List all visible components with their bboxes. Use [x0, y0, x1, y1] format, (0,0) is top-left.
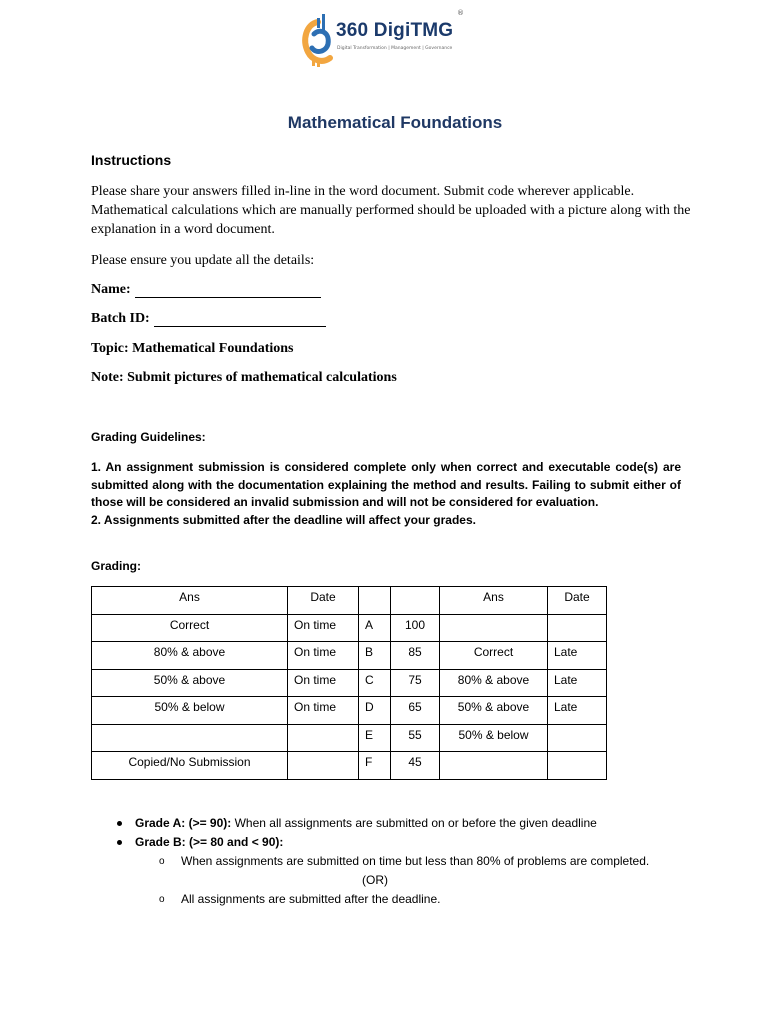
- table-cell: On time: [288, 642, 359, 670]
- table-cell: Correct: [440, 642, 548, 670]
- header-cell: [391, 587, 440, 615]
- table-cell: Late: [548, 642, 607, 670]
- guideline-item: 1. An assignment submission is considered complete only when correct and executable code(s) are submitted along with the documentation explaining the method and results. Failing to submit either of those will be considered an invalid submission and will not be considered for evaluation.: [91, 460, 681, 509]
- bullet-dot-icon: [117, 840, 122, 845]
- table-cell: 65: [391, 697, 440, 725]
- sub-list-item: [115, 890, 735, 909]
- header-cell: [359, 587, 391, 615]
- hollow-bullet-icon: o: [159, 856, 165, 867]
- table-row: [92, 752, 607, 780]
- table-cell: Late: [548, 697, 607, 725]
- table-cell: 50% & below: [440, 724, 548, 752]
- grade-a-label: Grade A: (>= 90):: [135, 816, 232, 830]
- note-line: Note: Submit pictures of mathematical calculations: [91, 370, 397, 385]
- table-row: [92, 669, 607, 697]
- table-cell: Late: [548, 669, 607, 697]
- table-row: [92, 642, 607, 670]
- table-cell: [288, 752, 359, 780]
- table-cell: 45: [391, 752, 440, 780]
- table-cell: [548, 614, 607, 642]
- name-field[interactable]: [91, 282, 321, 298]
- table-cell: 50% & above: [440, 697, 548, 725]
- sub-item-text: All assignments are submitted after the deadline.: [181, 892, 441, 906]
- ensure-details-text: Please ensure you update all the details:: [91, 253, 315, 268]
- registered-mark: ®: [457, 9, 464, 17]
- table-cell: On time: [288, 614, 359, 642]
- sub-item-text: When assignments are submitted on time but less than 80% of problems are completed.: [181, 854, 650, 868]
- hollow-bullet-icon: o: [159, 894, 165, 905]
- table-cell: 50% & below: [92, 697, 288, 725]
- table-cell: 100: [391, 614, 440, 642]
- table-cell: [92, 724, 288, 752]
- table-cell: On time: [288, 669, 359, 697]
- name-blank-line[interactable]: [135, 283, 321, 298]
- table-cell: B: [359, 642, 391, 670]
- grading-guidelines-list: [91, 459, 681, 529]
- bullet-dot-icon: [117, 821, 122, 826]
- table-cell: [440, 614, 548, 642]
- table-cell: [548, 724, 607, 752]
- grade-b-label: Grade B: (>= 80 and < 90):: [135, 835, 284, 849]
- table-cell: 55: [391, 724, 440, 752]
- table-row: [92, 614, 607, 642]
- table-cell: 85: [391, 642, 440, 670]
- table-cell: [548, 752, 607, 780]
- sub-list-item: [115, 852, 735, 871]
- grade-a-text: When all assignments are submitted on or before the given deadline: [231, 816, 597, 830]
- instructions-paragraph: Please share your answers filled in-line in the word document. Submit code wherever applicable. Mathematical calculations which are manually performed should be uploaded with a picture along with the explanation in a word document.: [91, 184, 691, 237]
- table-cell: E: [359, 724, 391, 752]
- batch-id-label: Batch ID:: [91, 311, 150, 326]
- table-cell: 80% & above: [440, 669, 548, 697]
- table-cell: F: [359, 752, 391, 780]
- table-cell: D: [359, 697, 391, 725]
- header-cell: Ans: [440, 587, 548, 615]
- table-cell: Correct: [92, 614, 288, 642]
- logo-mark-icon: [300, 12, 336, 68]
- logo-tagline: Digital Transformation | Management | Governance: [337, 46, 453, 51]
- table-row: [92, 697, 607, 725]
- table-cell: Copied/No Submission: [92, 752, 288, 780]
- table-cell: 80% & above: [92, 642, 288, 670]
- list-item: [115, 833, 735, 852]
- topic-line: Topic: Mathematical Foundations: [91, 341, 294, 356]
- table-cell: C: [359, 669, 391, 697]
- table-row: [92, 724, 607, 752]
- company-logo: [300, 8, 470, 68]
- header-cell: Date: [288, 587, 359, 615]
- document-title: Mathematical Foundations: [287, 113, 503, 132]
- batch-id-field[interactable]: [91, 311, 326, 327]
- table-cell: [440, 752, 548, 780]
- table-cell: 50% & above: [92, 669, 288, 697]
- table-header-row: [92, 587, 607, 615]
- name-label: Name:: [91, 282, 131, 297]
- table-cell: [288, 724, 359, 752]
- table-cell: A: [359, 614, 391, 642]
- instructions-heading: Instructions: [91, 152, 172, 168]
- list-item: [115, 814, 735, 833]
- guideline-item: 2. Assignments submitted after the deadline will affect your grades.: [91, 512, 476, 527]
- table-cell: On time: [288, 697, 359, 725]
- grading-guidelines-heading: Grading Guidelines:: [91, 430, 206, 444]
- grading-table: [91, 586, 607, 780]
- batch-id-blank-line[interactable]: [154, 312, 326, 327]
- header-cell: Ans: [92, 587, 288, 615]
- grade-bullet-list: [115, 814, 735, 909]
- header-cell: Date: [548, 587, 607, 615]
- grading-heading: Grading:: [91, 559, 141, 573]
- table-cell: 75: [391, 669, 440, 697]
- or-separator: (OR): [362, 873, 388, 887]
- logo-brand-text: 360 DigiTMG: [336, 20, 454, 41]
